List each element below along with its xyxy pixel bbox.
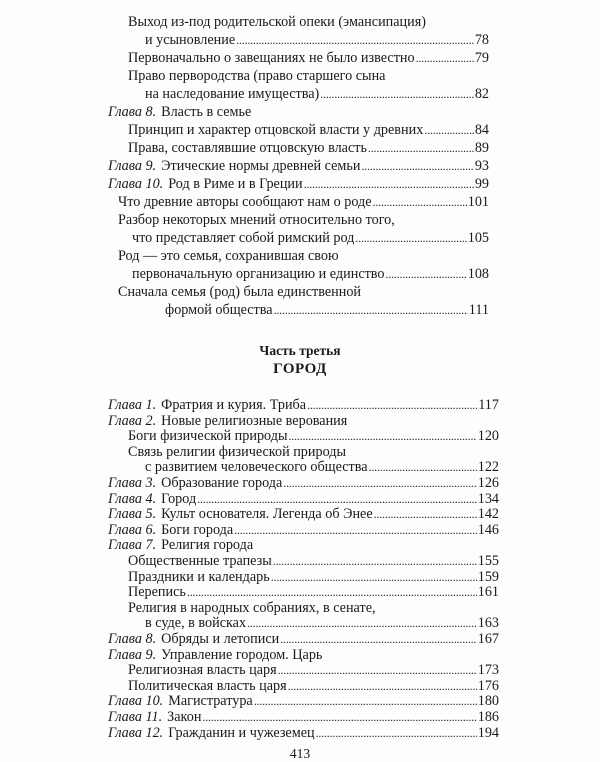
toc-entry	[128, 678, 499, 695]
chapter-title: Власть в семье	[161, 104, 252, 120]
chapter-title: Закон	[167, 709, 202, 725]
toc-entry-text: Права, составлявшие отцовскую власть	[128, 140, 367, 156]
chapter-number: Глава 9.	[108, 158, 157, 174]
toc-chapter	[108, 709, 499, 726]
toc-entry-text: Право первородства (право старшего сына	[128, 68, 386, 84]
chapter-number: Глава 10.	[108, 693, 164, 710]
toc-entry	[118, 248, 339, 265]
page-number: 108	[467, 266, 489, 282]
part-title: ГОРОД	[273, 361, 327, 377]
page-number: 105	[467, 230, 489, 246]
dot-leader	[316, 725, 477, 742]
page-number: 82	[474, 86, 489, 102]
chapter-title: Обряды и летописи	[161, 631, 280, 647]
dot-leader	[355, 230, 466, 247]
toc-entry-text: Первоначально о завещаниях не было известно	[128, 50, 415, 66]
chapter-number: Глава 1.	[108, 397, 157, 413]
page-number: 176	[477, 677, 499, 694]
toc-entry	[128, 444, 346, 461]
page-number: 167	[477, 631, 499, 647]
page-number: 79	[474, 50, 489, 66]
page-number: 117	[478, 397, 499, 413]
chapter-number: Глава 3.	[108, 475, 157, 491]
toc-entry-text: Что древние авторы сообщают нам о роде	[118, 194, 372, 210]
page-number: 99	[474, 176, 489, 192]
page-number: 101	[467, 194, 489, 210]
toc-chapter	[108, 158, 489, 175]
toc-entry-text: что представляет собой римский род	[132, 230, 355, 246]
toc-entry-text: Общественные трапезы	[128, 553, 272, 569]
toc-entry	[128, 600, 376, 617]
toc-entry-continuation	[145, 32, 489, 49]
dot-leader	[271, 569, 477, 586]
toc-chapter	[108, 506, 499, 523]
chapter-title: Род в Риме и в Греции	[168, 176, 303, 192]
chapter-title: Этические нормы древней семьи	[161, 158, 361, 174]
chapter-number: Глава 9.	[108, 646, 157, 663]
chapter-number: Глава 4.	[108, 490, 157, 507]
page-number: 155	[477, 553, 499, 569]
dot-leader	[234, 522, 477, 539]
dot-leader	[202, 709, 476, 726]
dot-leader	[416, 50, 474, 67]
toc-chapter	[108, 725, 499, 742]
toc-entry-continuation	[132, 230, 489, 247]
dot-leader	[288, 428, 476, 445]
dot-leader	[368, 140, 474, 157]
toc-chapter	[108, 647, 322, 664]
toc-entry	[128, 50, 489, 67]
dot-leader	[278, 662, 477, 679]
page-number: 89	[474, 140, 489, 156]
toc-chapter	[108, 631, 499, 648]
chapter-number: Глава 8.	[108, 631, 157, 647]
part-label: Часть третья	[259, 343, 341, 358]
toc-entry-continuation	[145, 615, 499, 632]
chapter-number: Глава 8.	[108, 104, 157, 120]
toc-chapter	[108, 413, 347, 430]
toc-entry	[128, 553, 499, 570]
toc-entry	[128, 14, 426, 31]
chapter-number: Глава 7.	[108, 537, 157, 554]
dot-leader	[320, 86, 474, 103]
page-number: 163	[477, 615, 499, 632]
toc-entry-continuation	[132, 266, 489, 283]
toc-chapter	[108, 475, 499, 492]
toc-entry-continuation	[165, 302, 489, 319]
toc-entry	[118, 212, 395, 229]
dot-leader	[197, 491, 477, 508]
dot-leader	[247, 615, 477, 632]
toc-chapter	[108, 397, 499, 414]
dot-leader	[280, 631, 477, 648]
dot-leader	[273, 553, 477, 570]
page-number: 126	[477, 475, 499, 491]
toc-entry	[128, 140, 489, 157]
page-number: 134	[477, 490, 499, 507]
chapter-title: Образование города	[161, 475, 283, 491]
toc-entry-text: первоначальную организацию и единство	[132, 266, 385, 282]
dot-leader	[369, 459, 477, 476]
page-number-folio: 413	[289, 746, 311, 762]
toc-entry-text: в суде, в войсках	[145, 615, 247, 632]
dot-leader	[307, 397, 477, 414]
toc-entry-continuation	[145, 459, 499, 476]
toc-entry-text: и усыновление	[145, 32, 236, 48]
page-number: 111	[468, 302, 489, 318]
chapter-number: Глава 11.	[108, 709, 163, 725]
toc-entry	[118, 194, 489, 211]
chapter-number: Глава 12.	[108, 724, 164, 741]
toc-entry-text: Сначала семья (род) была единственной	[118, 284, 362, 300]
dot-leader	[361, 158, 473, 175]
chapter-title: Управление городом. Царь	[161, 646, 323, 663]
toc-entry-text: на наследование имущества)	[145, 86, 320, 102]
dot-leader	[304, 176, 474, 193]
toc-entry-continuation	[145, 86, 489, 103]
dot-leader	[374, 506, 477, 523]
chapter-title: Гражданин и чужеземец	[168, 724, 315, 741]
toc-chapter	[108, 522, 499, 539]
page-number: 161	[477, 584, 499, 601]
toc-chapter	[108, 537, 253, 554]
toc-chapter	[108, 491, 499, 508]
chapter-title: Религия города	[161, 537, 254, 554]
dot-leader	[187, 584, 477, 601]
dot-leader	[254, 693, 477, 710]
chapter-title: Новые религиозные верования	[161, 412, 348, 429]
toc-entry-text: Религия в народных собраниях, в сенате,	[128, 599, 376, 616]
chapter-title: Магистратура	[168, 693, 253, 710]
toc-entry-text: Праздники и календарь	[128, 568, 270, 585]
chapter-title: Культ основателя. Легенда об Энее	[161, 506, 373, 523]
toc-entry-text: Связь религии физической природы	[128, 443, 347, 460]
page-number: 84	[474, 122, 489, 138]
toc-entry	[128, 569, 499, 586]
toc-entry	[118, 284, 361, 301]
dot-leader	[386, 266, 467, 283]
toc-entry-text: Выход из-под родительской опеки (эмансипация)	[128, 14, 426, 30]
chapter-number: Глава 2.	[108, 412, 157, 429]
page-number: 194	[477, 724, 499, 741]
toc-chapter	[108, 104, 251, 121]
toc-entry-text: Боги физической природы	[128, 428, 288, 445]
toc-entry-text: Принцип и характер отцовской власти у древних	[128, 122, 424, 138]
page-number: 93	[474, 158, 489, 174]
toc-entry	[128, 122, 489, 139]
dot-leader	[288, 678, 477, 695]
toc-chapter	[108, 176, 489, 193]
chapter-number: Глава 6.	[108, 521, 157, 538]
chapter-title: Боги города	[161, 521, 234, 538]
toc-entry	[128, 662, 499, 679]
dot-leader	[274, 302, 468, 319]
chapter-title: Фратрия и курия. Триба	[161, 397, 307, 413]
toc-entry-text: формой общества	[165, 302, 273, 318]
page-number: 173	[477, 662, 499, 679]
toc-entry-text: Род — это семья, сохранившая свою	[118, 248, 339, 264]
page-number: 78	[474, 32, 489, 48]
toc-entry-text: Перепись	[128, 584, 186, 601]
page-number: 120	[477, 428, 499, 445]
dot-leader	[424, 122, 474, 139]
dot-leader	[283, 475, 476, 492]
dot-leader	[373, 194, 467, 211]
toc-entry	[128, 428, 499, 445]
page-number: 122	[477, 459, 499, 476]
toc-entry-text: с развитием человеческого общества	[145, 459, 368, 476]
page-number: 159	[477, 568, 499, 585]
toc-entry-text: Политическая власть царя	[128, 677, 287, 694]
chapter-title: Город	[161, 490, 197, 507]
toc-entry	[128, 68, 385, 85]
chapter-number: Глава 5.	[108, 506, 157, 523]
dot-leader	[236, 32, 474, 49]
page-number: 146	[477, 521, 499, 538]
chapter-number: Глава 10.	[108, 176, 164, 192]
page-number: 186	[477, 709, 499, 725]
toc-chapter	[108, 693, 499, 710]
toc-entry-text: Разбор некоторых мнений относительно того,	[118, 212, 395, 228]
toc-entry	[128, 584, 499, 601]
page-number: 142	[477, 506, 499, 523]
toc-entry-text: Религиозная власть царя	[128, 662, 277, 679]
page-number: 180	[477, 693, 499, 710]
